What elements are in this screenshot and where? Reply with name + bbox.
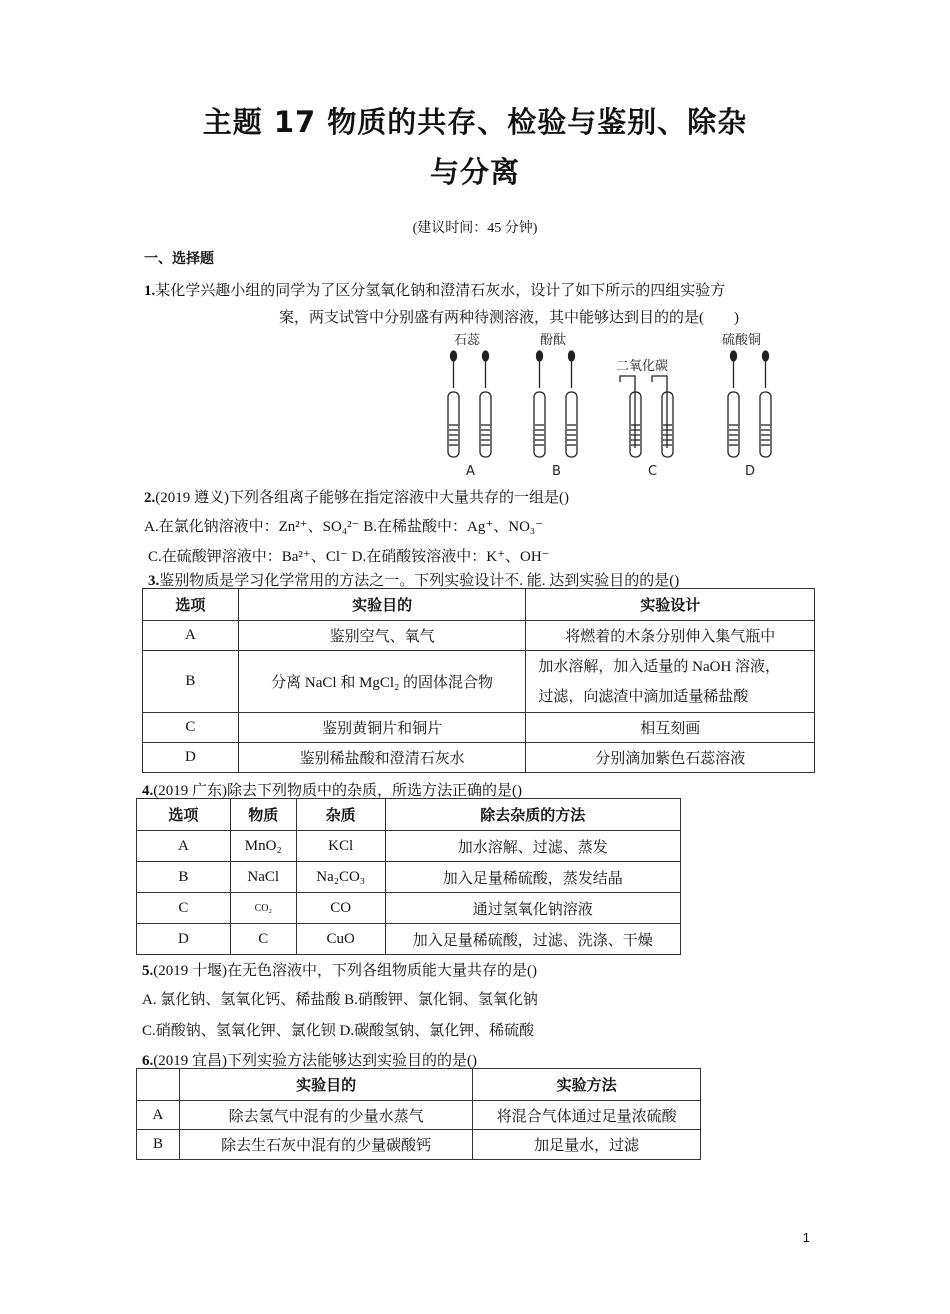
table-header: 实验目的 <box>238 589 526 621</box>
suggested-time: (建议时间：45 分钟) <box>412 221 538 236</box>
table-header: 除去杂质的方法 <box>385 799 680 831</box>
cell-line: 加水溶解，加入适量的 NaOH 溶液， <box>538 658 781 675</box>
table-cell: D <box>137 924 231 955</box>
table-cell: 除去生石灰中混有的少量碳酸钙 <box>179 1130 472 1160</box>
tube-group-a <box>448 351 491 457</box>
table-cell: 分别滴加紫色石蕊溶液 <box>526 743 815 773</box>
question-number: 5. <box>142 963 154 979</box>
table-header: 物质 <box>230 799 296 831</box>
question-2 <box>144 486 569 507</box>
table-header: 实验方法 <box>473 1069 701 1101</box>
table-cell: C <box>230 924 296 955</box>
option-letter-c: C <box>648 464 658 478</box>
table-row <box>137 831 681 862</box>
table-header <box>137 1069 180 1101</box>
option-letter-b: B <box>552 464 561 478</box>
question-6-table <box>136 1068 701 1160</box>
table-cell <box>526 651 815 713</box>
question-1-line2: 案，两支试管中分别盛有两种待测溶液，其中能够达到目的的是( ) <box>279 310 739 326</box>
table-row <box>137 862 681 893</box>
table-cell: 加入足量稀硫酸，过滤、洗涤、干燥 <box>385 924 680 955</box>
table-row <box>143 713 815 743</box>
table-header: 选项 <box>137 799 231 831</box>
table-row <box>143 621 815 651</box>
question-number: 3. <box>148 573 160 589</box>
question-text: (2019 广东)除去下列物质中的杂质，所选方法正确的是() <box>153 783 522 799</box>
table-row <box>137 1101 701 1130</box>
question-4-table <box>136 798 681 955</box>
table-cell: A <box>137 1101 180 1130</box>
question-3-table <box>142 588 815 773</box>
question-number: 2. <box>144 490 156 506</box>
option-letter-d: D <box>745 464 756 478</box>
table-cell: Na₂CO₃ <box>296 862 385 893</box>
table-cell: CO <box>296 893 385 924</box>
question-2-options-ab: A.在氯化钠溶液中：Zn²⁺、SO₄²⁻ B.在稀盐酸中：Ag⁺、NO₃⁻ <box>144 519 544 535</box>
table-cell: B <box>137 1130 180 1160</box>
question-text: (2019 遵义)下列各组离子能够在指定溶液中大量共存的一组是() <box>155 490 569 506</box>
table-cell: MnO₂ <box>230 831 296 862</box>
table-row <box>137 1130 701 1160</box>
table-header: 实验设计 <box>526 589 815 621</box>
reagent-label-a: 石蕊 <box>454 333 481 348</box>
table-cell: NaCl <box>230 862 296 893</box>
tube-group-d <box>728 351 771 457</box>
question-5 <box>142 959 537 980</box>
table-header: 实验目的 <box>179 1069 472 1101</box>
question-2-options-cd: C.在硫酸钾溶液中：Ba²⁺、Cl⁻ D.在硝酸铵溶液中：K⁺、OH⁻ <box>148 549 550 565</box>
test-tube-figure <box>438 330 798 478</box>
table-cell: A <box>143 621 239 651</box>
reagent-label-c: 二氧化碳 <box>616 359 669 374</box>
table-cell: 通过氢氧化钠溶液 <box>385 893 680 924</box>
question-text: 鉴别物质是学习化学常用的方法之一。下列实验设计不. 能. 达到实验目的的是() <box>159 573 680 589</box>
question-6 <box>142 1049 477 1070</box>
table-row <box>143 743 815 773</box>
table-cell: D <box>143 743 239 773</box>
question-4 <box>142 779 522 800</box>
table-row <box>137 893 681 924</box>
table-cell: B <box>143 651 239 713</box>
table-cell: 鉴别空气、氧气 <box>238 621 526 651</box>
table-cell: 加足量水，过滤 <box>473 1130 701 1160</box>
question-number: 6. <box>142 1053 154 1069</box>
reagent-label-d: 硫酸铜 <box>722 333 762 348</box>
question-number: 1. <box>144 283 156 299</box>
reagent-label-b: 酚酞 <box>540 333 567 348</box>
cell-line: 过滤，向滤渣中滴加适量稀盐酸 <box>538 688 749 705</box>
question-1 <box>144 279 725 300</box>
table-cell: B <box>137 862 231 893</box>
table-cell: 将混合气体通过足量浓硫酸 <box>473 1101 701 1130</box>
table-cell: 加入足量稀硫酸，蒸发结晶 <box>385 862 680 893</box>
question-text: 某化学兴趣小组的同学为了区分氢氧化钠和澄清石灰水，设计了如下所示的四组实验方 <box>155 283 726 299</box>
option-letter-a: A <box>466 464 475 478</box>
question-text: (2019 十堰)在无色溶液中，下列各组物质能大量共存的是() <box>153 963 537 979</box>
table-header: 选项 <box>143 589 239 621</box>
page-title-line2: 与分离 <box>429 155 520 189</box>
table-cell: 相互刻画 <box>526 713 815 743</box>
table-cell: 鉴别黄铜片和铜片 <box>238 713 526 743</box>
table-cell: CO₂ <box>230 893 296 924</box>
tube-group-b <box>534 351 577 457</box>
question-text: (2019 宜昌)下列实验方法能够达到实验目的的是() <box>153 1053 477 1069</box>
table-row <box>143 651 815 713</box>
section-heading: 一、选择题 <box>144 251 214 267</box>
question-3 <box>148 569 679 590</box>
question-number: 4. <box>142 783 154 799</box>
tube-group-c <box>620 376 673 457</box>
table-cell: 分离 NaCl 和 MgCl₂ 的固体混合物 <box>238 651 526 713</box>
table-cell: C <box>137 893 231 924</box>
table-cell: A <box>137 831 231 862</box>
table-cell: CuO <box>296 924 385 955</box>
page-number: 1 <box>802 1230 810 1245</box>
question-5-options-cd: C.硝酸钠、氢氧化钾、氯化钡 D.碳酸氢钠、氯化钾、稀硫酸 <box>142 1023 535 1039</box>
table-cell: KCl <box>296 831 385 862</box>
table-cell: 鉴别稀盐酸和澄清石灰水 <box>238 743 526 773</box>
page-title: 主题 17 物质的共存、检验与鉴别、除杂 <box>202 105 748 139</box>
table-cell: C <box>143 713 239 743</box>
question-5-options-ab: A. 氯化钠、氢氧化钙、稀盐酸 B.硝酸钾、氯化铜、氢氧化钠 <box>142 992 538 1008</box>
table-header: 杂质 <box>296 799 385 831</box>
table-cell: 将燃着的木条分别伸入集气瓶中 <box>526 621 815 651</box>
table-cell: 加水溶解、过滤、蒸发 <box>385 831 680 862</box>
table-row <box>137 924 681 955</box>
table-cell: 除去氢气中混有的少量水蒸气 <box>179 1101 472 1130</box>
